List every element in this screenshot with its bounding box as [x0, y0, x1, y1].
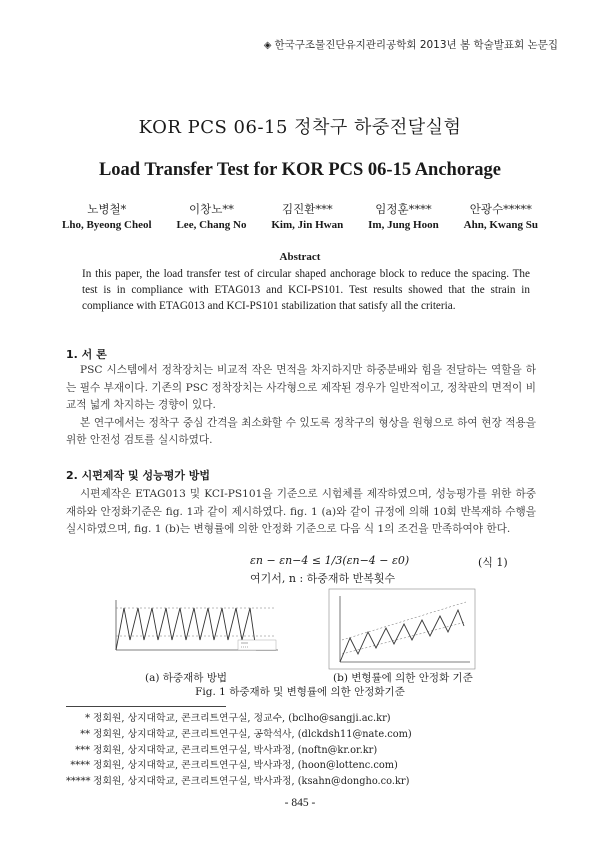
paragraph: 본 연구에서는 정착구 중심 간격을 최소화할 수 있도록 정착구의 형상을 원형으로 하여 현장 적용을 위한 안전성 검토를 실시하였다. [66, 416, 536, 446]
author-name-en: Lee, Chang No [176, 219, 247, 231]
footnote [66, 774, 412, 790]
footnote [66, 758, 412, 774]
footnote-text: 정회원, 상지대학교, 콘크리트연구실, 박사과정, (noftn@kr.or.kr) [93, 744, 378, 756]
strain-curve [340, 610, 464, 662]
footnotes [66, 711, 412, 790]
author-3 [271, 202, 343, 233]
author-4 [368, 202, 439, 233]
figure-caption-a: (a) 하중재하 방법 [145, 672, 227, 684]
abstract-text: In this paper, the load transfer test of circular shaped anchorage block to reduce the spacing. The test is in compliance with ETAG013 and KCI-PS101. Test results showed that the strain in compliance with ETAG013 and KCI-PS101 stabilization that satisfy all the criteria. [82, 268, 530, 312]
section-2-body [66, 486, 536, 539]
section-1-heading: 1. 서 론 [66, 348, 107, 361]
footnote-text: 정회원, 상지대학교, 콘크리트연구실, 박사과정, (ksahn@dongho.co.kr) [93, 776, 410, 788]
footnote [66, 727, 412, 743]
footnote [66, 743, 412, 759]
title-english: Load Transfer Test for KOR PCS 06-15 Anchorage [98, 160, 502, 180]
author-name-ko: 임정훈**** [375, 202, 432, 216]
figure-strain-stabilization [328, 588, 476, 670]
trend-line-upper [342, 602, 466, 640]
author-1 [62, 202, 152, 233]
title-korean: KOR PCS 06-15 정착구 하중전달실험 [138, 117, 462, 138]
author-name-en: Im, Jung Hoon [368, 219, 439, 231]
author-name-en: Kim, Jin Hwan [271, 219, 344, 231]
footnote-divider [66, 706, 226, 707]
author-name-en: Ahn, Kwang Su [463, 219, 538, 231]
footnote-mark: ** [80, 728, 90, 740]
figure-caption: Fig. 1 하중재하 및 변형률에 의한 안정화기준 [195, 686, 405, 698]
footnote-mark: ***** [66, 776, 91, 788]
header-mark-icon: ◈ [263, 40, 272, 51]
equation-number: (식 1) [478, 556, 508, 569]
author-name-ko: 노병철* [87, 202, 127, 216]
author-name-en: Lho, Byeong Cheol [62, 219, 152, 231]
page-number: - 845 - [284, 797, 316, 809]
figure-loading-method [110, 596, 280, 666]
equation-note: 여기서, n : 하중재하 반복횟수 [250, 572, 396, 585]
author-2 [176, 202, 246, 233]
footnote-text: 정회원, 상지대학교, 콘크리트연구실, 공학석사, (dlckdsh11@nate.com) [93, 728, 412, 740]
footnote-mark: **** [70, 760, 90, 772]
author-5 [464, 202, 538, 233]
paragraph: PSC 시스템에서 정착장치는 비교적 작은 면적을 차지하지만 하중분배와 힘을 전달하는 역할을 하는 필수 부재이다. 기존의 PSC 정착장치는 사각형으로 제작된 경우가 일반적이고, 정착판의 면적이 비교적 넓게 차지하는 경향이 있다. [66, 364, 536, 411]
footnote [66, 711, 412, 727]
footnote-mark: * [85, 713, 90, 724]
abstract-heading: Abstract [279, 251, 321, 263]
load-cycle-line [116, 608, 256, 650]
author-list [62, 202, 538, 233]
author-name-ko: 안광수***** [469, 202, 532, 216]
author-name-ko: 김진환*** [282, 202, 333, 216]
running-header [264, 37, 558, 52]
header-text: 한국구조물진단유지관리공학회 2013년 봄 학술발표회 논문집 [274, 39, 558, 51]
legend-box [238, 640, 276, 650]
section-2-heading: 2. 시편제작 및 성능평가 방법 [66, 469, 211, 482]
equation-1: εn − εn−4 ≤ 1/3(εn−4 − ε0) [250, 554, 410, 567]
figure-caption-b: (b) 변형률에 의한 안정화 기준 [333, 672, 473, 684]
section-1-body [66, 362, 536, 450]
author-name-ko: 이창노** [189, 202, 234, 216]
footnote-text: 정회원, 상지대학교, 콘크리트연구실, 박사과정, (hoon@lottenc.com) [93, 760, 398, 772]
footnote-text: 정회원, 상지대학교, 콘크리트연구실, 정교수, (bclho@sangji.ac.kr) [93, 713, 391, 724]
footnote-mark: *** [75, 744, 90, 756]
paragraph: 시편제작은 ETAG013 및 KCI-PS101을 기준으로 시험체를 제작하였으며, 성능평가를 위한 하중재하와 안정화기준은 fig. 1과 같이 제시하였다. fig. 1 (a)와 같이 규정에 의해 10회 반복재하 수행을 실시하였으며, fig. 1 (b)는 변형률에 의한 안정화 기준으로 다음 식 1의 조건을 만족하여야 한다. [66, 488, 536, 535]
